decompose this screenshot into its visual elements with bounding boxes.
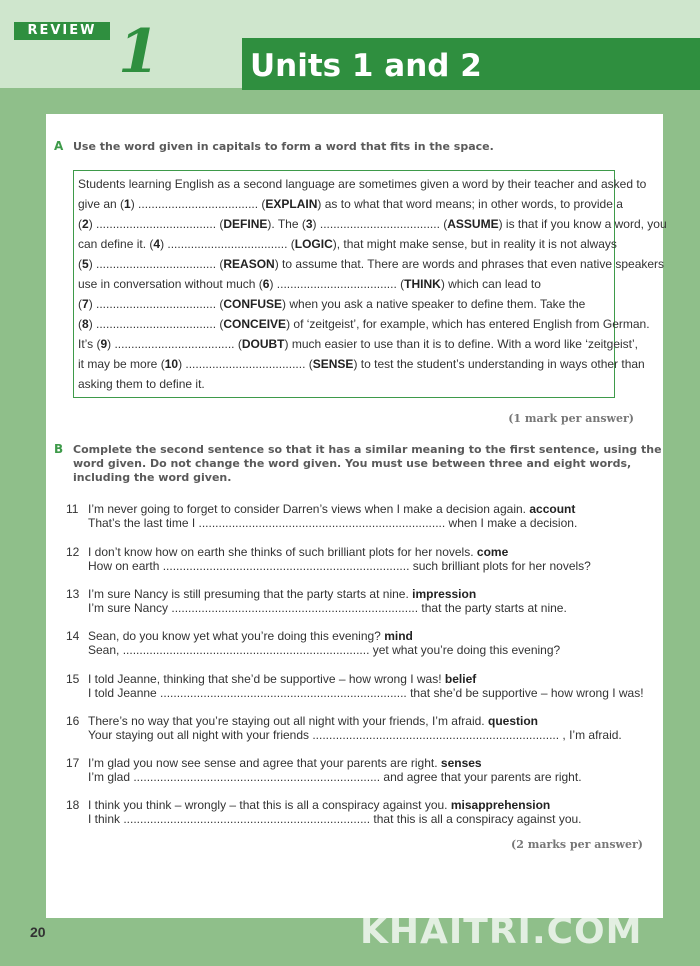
passage-keyword: CONCEIVE [223,317,287,331]
passage-text [78,174,667,394]
passage-keyword: 1 [124,197,131,211]
passage-fragment: ) when you ask a native speaker to define them. Take the [282,297,586,311]
passage-line [78,294,612,314]
question-sentence-line [88,798,550,812]
passage-keyword: DOUBT [241,337,285,351]
passage-keyword: THINK [404,277,441,291]
page-number: 20 [30,924,46,940]
passage-line [78,374,612,394]
passage-line [78,254,665,274]
passage-fragment: give an ( [78,197,125,211]
question-number: 16 [66,714,80,728]
passage-fragment: ) to assume that. There are words and phrases that even native speakers [274,257,665,271]
passage-fragment: ( [78,317,82,331]
question-sentence: Sean, do you know yet what you’re doing this evening? [88,629,381,643]
passage-fragment: It’s ( [78,337,101,351]
question-sentence: I’m glad you now see sense and agree that your parents are right. [88,756,438,770]
question-keyword: account [529,502,576,516]
question-number: 13 [66,587,80,601]
question-number: 18 [66,798,80,812]
passage-keyword: 5 [82,257,89,271]
passage-line [78,174,647,194]
question-keyword: senses [440,756,482,770]
passage-line [78,214,667,234]
passage-keyword: 9 [100,337,108,351]
passage-fragment: ) .................................... ( [107,337,242,351]
passage-fragment: ) .................................... ( [88,217,224,231]
passage-keyword: 7 [82,297,89,311]
question-keyword: question [487,714,538,728]
question-sentence-line [88,714,538,728]
passage-fragment: ( [78,257,82,271]
passage-fragment: ) .................................... ( [312,217,448,231]
question-sentence: I’m never going to forget to consider Darren’s views when I make a decision again. [88,502,527,516]
answer-line[interactable]: That’s the last time I .......................................................................... when I make a decision. [88,516,578,530]
passage-keyword: DEFINE [223,217,268,231]
answer-line[interactable]: I’m sure Nancy .......................................................................... that the party starts at nine. [88,601,567,615]
passage-fragment: can define it. ( [78,237,154,251]
question-sentence-line [88,545,508,559]
passage-line [78,274,612,294]
passage-fragment: Students learning English as a second language are sometimes given a word by their teacher and asked to [78,177,647,191]
passage-fragment: ) as to what that word means; in other words, to provide a [317,197,623,211]
question-number: 17 [66,756,80,770]
passage-keyword: 3 [305,217,313,231]
passage-fragment: ) .................................... ( [178,357,313,371]
question-sentence-line [88,587,476,601]
question-number: 12 [66,545,80,559]
passage-keyword: 6 [262,277,270,291]
passage-keyword: CONFUSE [223,297,283,311]
instruction-line: word given. Do not change the word given. You must use between three and eight words, [73,457,632,470]
question-number: 15 [66,672,80,686]
passage-fragment: it may be more ( [78,357,165,371]
passage-fragment: ) to test the student’s understanding in ways other than [353,357,645,371]
passage-keyword: EXPLAIN [265,197,318,211]
passage-line [78,234,617,254]
question-sentence: I’m sure Nancy is still presuming that the party starts at nine. [88,587,409,601]
question-number: 14 [66,629,80,643]
instruction-line: including the word given. [73,471,232,484]
question-sentence: I told Jeanne, thinking that she’d be supportive – how wrong I was! [88,672,442,686]
answer-line[interactable]: Sean, .......................................................................... yet what you’re doing this evening? [88,643,561,657]
page-title: Units 1 and 2 [250,48,482,84]
section-a-marks: (1 mark per answer) [508,412,634,425]
section-b-instruction [73,443,662,485]
answer-line[interactable]: I told Jeanne .......................................................................... that she’d be supportive – how wrong I was! [88,686,644,700]
question-keyword: misapprehension [450,798,551,812]
question-keyword: mind [384,629,413,643]
passage-fragment: ) .................................... ( [130,197,266,211]
passage-fragment: ) .................................... ( [88,297,224,311]
passage-fragment: ), that might make sense, but in reality it is not always [332,237,617,251]
question-sentence: I think you think – wrongly – that this is all a conspiracy against you. [88,798,448,812]
section-a-letter: A [54,139,64,153]
section-a-instruction: Use the word given in capitals to form a word that fits in the space. [73,140,494,153]
passage-line [78,354,645,374]
passage-fragment: ) .................................... ( [269,277,405,291]
section-b-letter: B [54,442,64,456]
passage-fragment: ( [78,217,82,231]
question-sentence-line [88,756,482,770]
review-label: REVIEW [14,22,110,40]
instruction-line: Complete the second sentence so that it has a similar meaning to the first sentence, using the [73,443,662,456]
passage-keyword: 4 [153,237,161,251]
passage-fragment: ) .................................... ( [160,237,295,251]
answer-line[interactable]: Your staying out all night with your friends .......................................................................... , I’m afraid. [88,728,622,742]
question-sentence: There’s no way that you’re staying out all night with your friends, I’m afraid. [88,714,485,728]
passage-fragment: ) .................................... ( [88,257,224,271]
passage-fragment: ) .................................... ( [88,317,224,331]
passage-keyword: 8 [82,317,89,331]
question-sentence: I don’t know how on earth she thinks of such brilliant plots for her novels. [88,545,474,559]
passage-fragment: ) much easier to use than it is to define. With a word like ‘zeitgeist’, [284,337,638,351]
passage-fragment: ). The ( [267,217,306,231]
question-keyword: impression [412,587,477,601]
question-number: 11 [66,502,79,516]
passage-keyword: 10 [164,357,179,371]
passage-keyword: LOGIC [294,237,333,251]
passage-fragment: asking them to define it. [78,377,205,391]
question-keyword: belief [444,672,477,686]
answer-line[interactable]: How on earth .......................................................................... such brilliant plots for her novels? [88,559,591,573]
question-sentence-line [88,502,575,516]
passage-fragment: ) is that if you know a word, you [498,217,667,231]
review-number: 1 [118,17,160,87]
watermark: KHAITRI.COM [360,911,643,952]
passage-fragment: ) of ‘zeitgeist’, for example, which has entered English from German. [286,317,650,331]
passage-line [78,194,623,214]
watermark-script: Sách [381,840,483,904]
passage-fragment: ( [78,297,82,311]
question-sentence-line [88,629,413,643]
answer-line[interactable]: I think .......................................................................... that this is all a conspiracy against you. [88,812,582,826]
passage-keyword: REASON [223,257,275,271]
passage-keyword: 2 [82,217,89,231]
passage-keyword: SENSE [312,357,354,371]
passage-line [78,314,650,334]
question-keyword: come [476,545,509,559]
passage-line [78,334,638,354]
answer-line[interactable]: I’m glad .......................................................................... and agree that your parents are right. [88,770,582,784]
question-sentence-line [88,672,476,686]
passage-fragment: use in conversation without much ( [78,277,263,291]
passage-keyword: ASSUME [447,217,499,231]
section-b-marks: (2 marks per answer) [511,838,643,851]
passage-fragment: ) which can lead to [440,277,541,291]
